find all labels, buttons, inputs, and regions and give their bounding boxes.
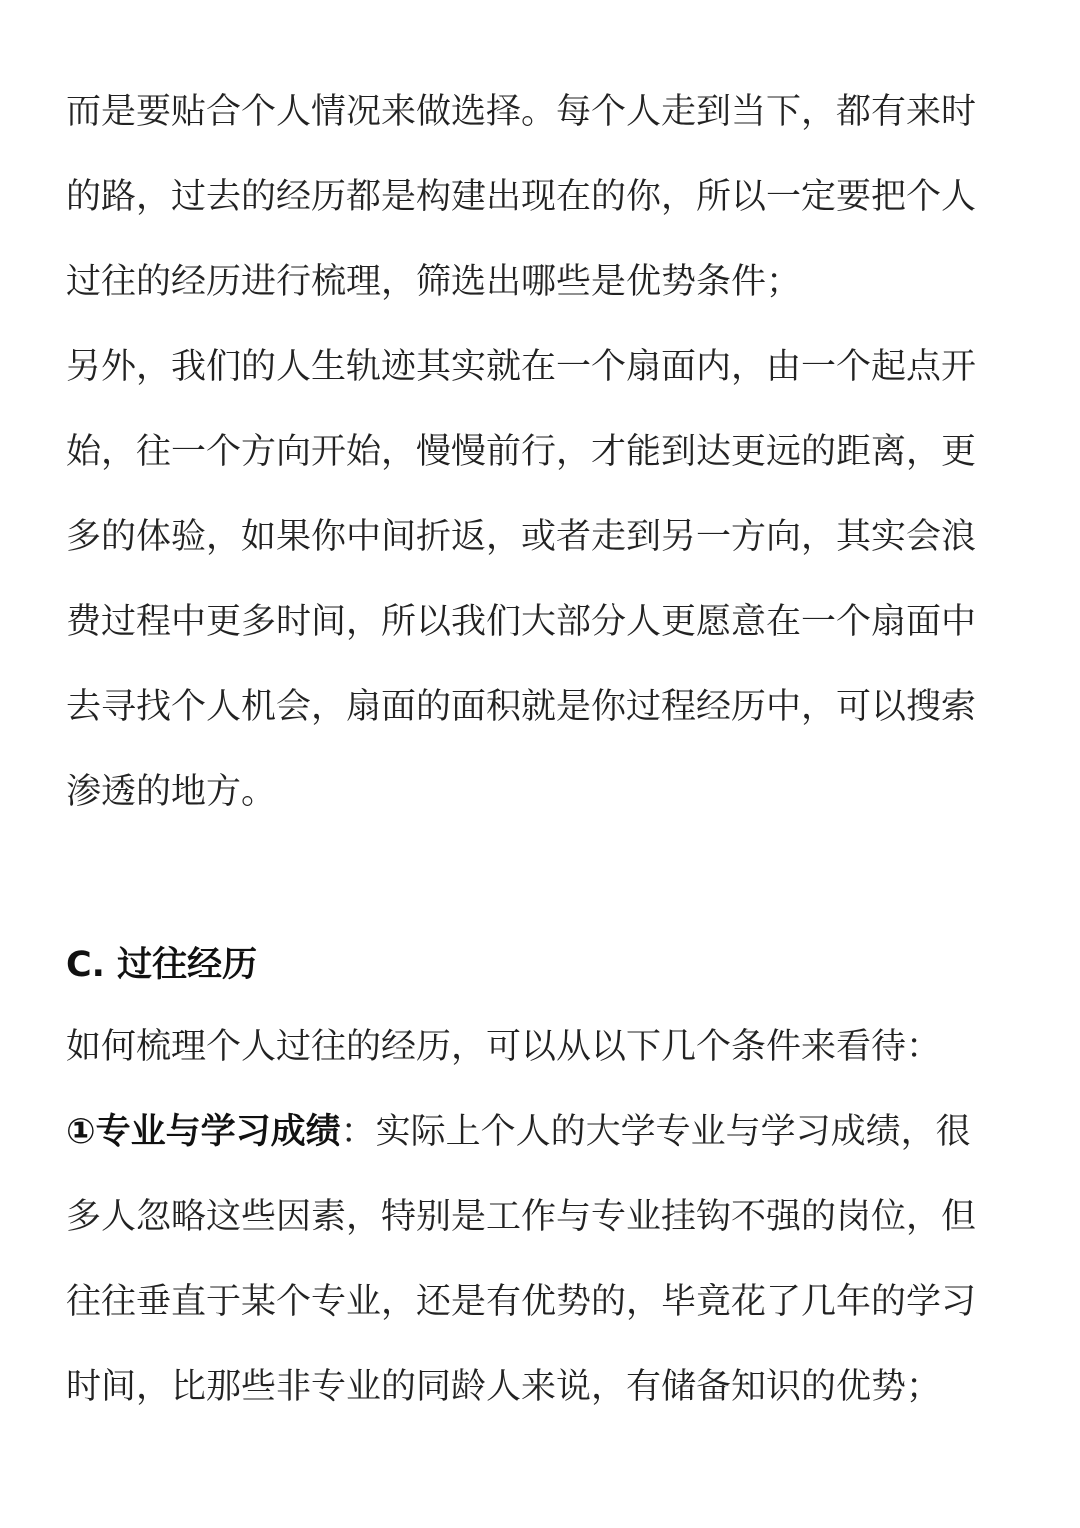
text-line: 多人忽略这些因素，特别是工作与专业挂钩不强的岗位，但 [66,1197,977,1237]
section-past-experience [66,925,1016,1430]
paragraph-fan-area [66,325,1016,835]
text-line: 另外，我们的人生轨迹其实就在一个扇面内，由一个起点开 [66,347,977,387]
text-line: 去寻找个人机会，扇面的面积就是你过程经历中，可以搜索 [66,687,977,727]
text-line: 的路，过去的经历都是构建出现在的你，所以一定要把个人 [66,177,977,217]
text-line: 始，往一个方向开始，慢慢前行，才能到达更远的距离，更 [66,432,977,472]
section-heading: C. 过往经历 [66,945,258,985]
article-body [66,70,1016,1430]
item-text: ：实际上个人的大学专业与学习成绩，很 [340,1112,971,1152]
item-label: ①专业与学习成绩 [66,1112,341,1152]
text-line: 而是要贴合个人情况来做选择。每个人走到当下，都有来时 [66,92,977,132]
text-line: 费过程中更多时间，所以我们大部分人更愿意在一个扇面中 [66,602,977,642]
item-major-grades-first-line [66,1090,1016,1175]
text-line: 时间，比那些非专业的同龄人来说，有储备知识的优势； [66,1367,942,1407]
section-gap [66,835,1016,925]
text-line: 多的体验，如果你中间折返，或者走到另一方向，其实会浪 [66,517,977,557]
text-line: 渗透的地方。 [66,772,277,812]
section-intro: 如何梳理个人过往的经历，可以从以下几个条件来看待： [66,1027,942,1067]
text-line: 过往的经历进行梳理，筛选出哪些是优势条件； [66,262,802,302]
paragraph-personal-situation [66,70,1016,325]
text-line: 往往垂直于某个专业，还是有优势的，毕竟花了几年的学习 [66,1282,977,1322]
